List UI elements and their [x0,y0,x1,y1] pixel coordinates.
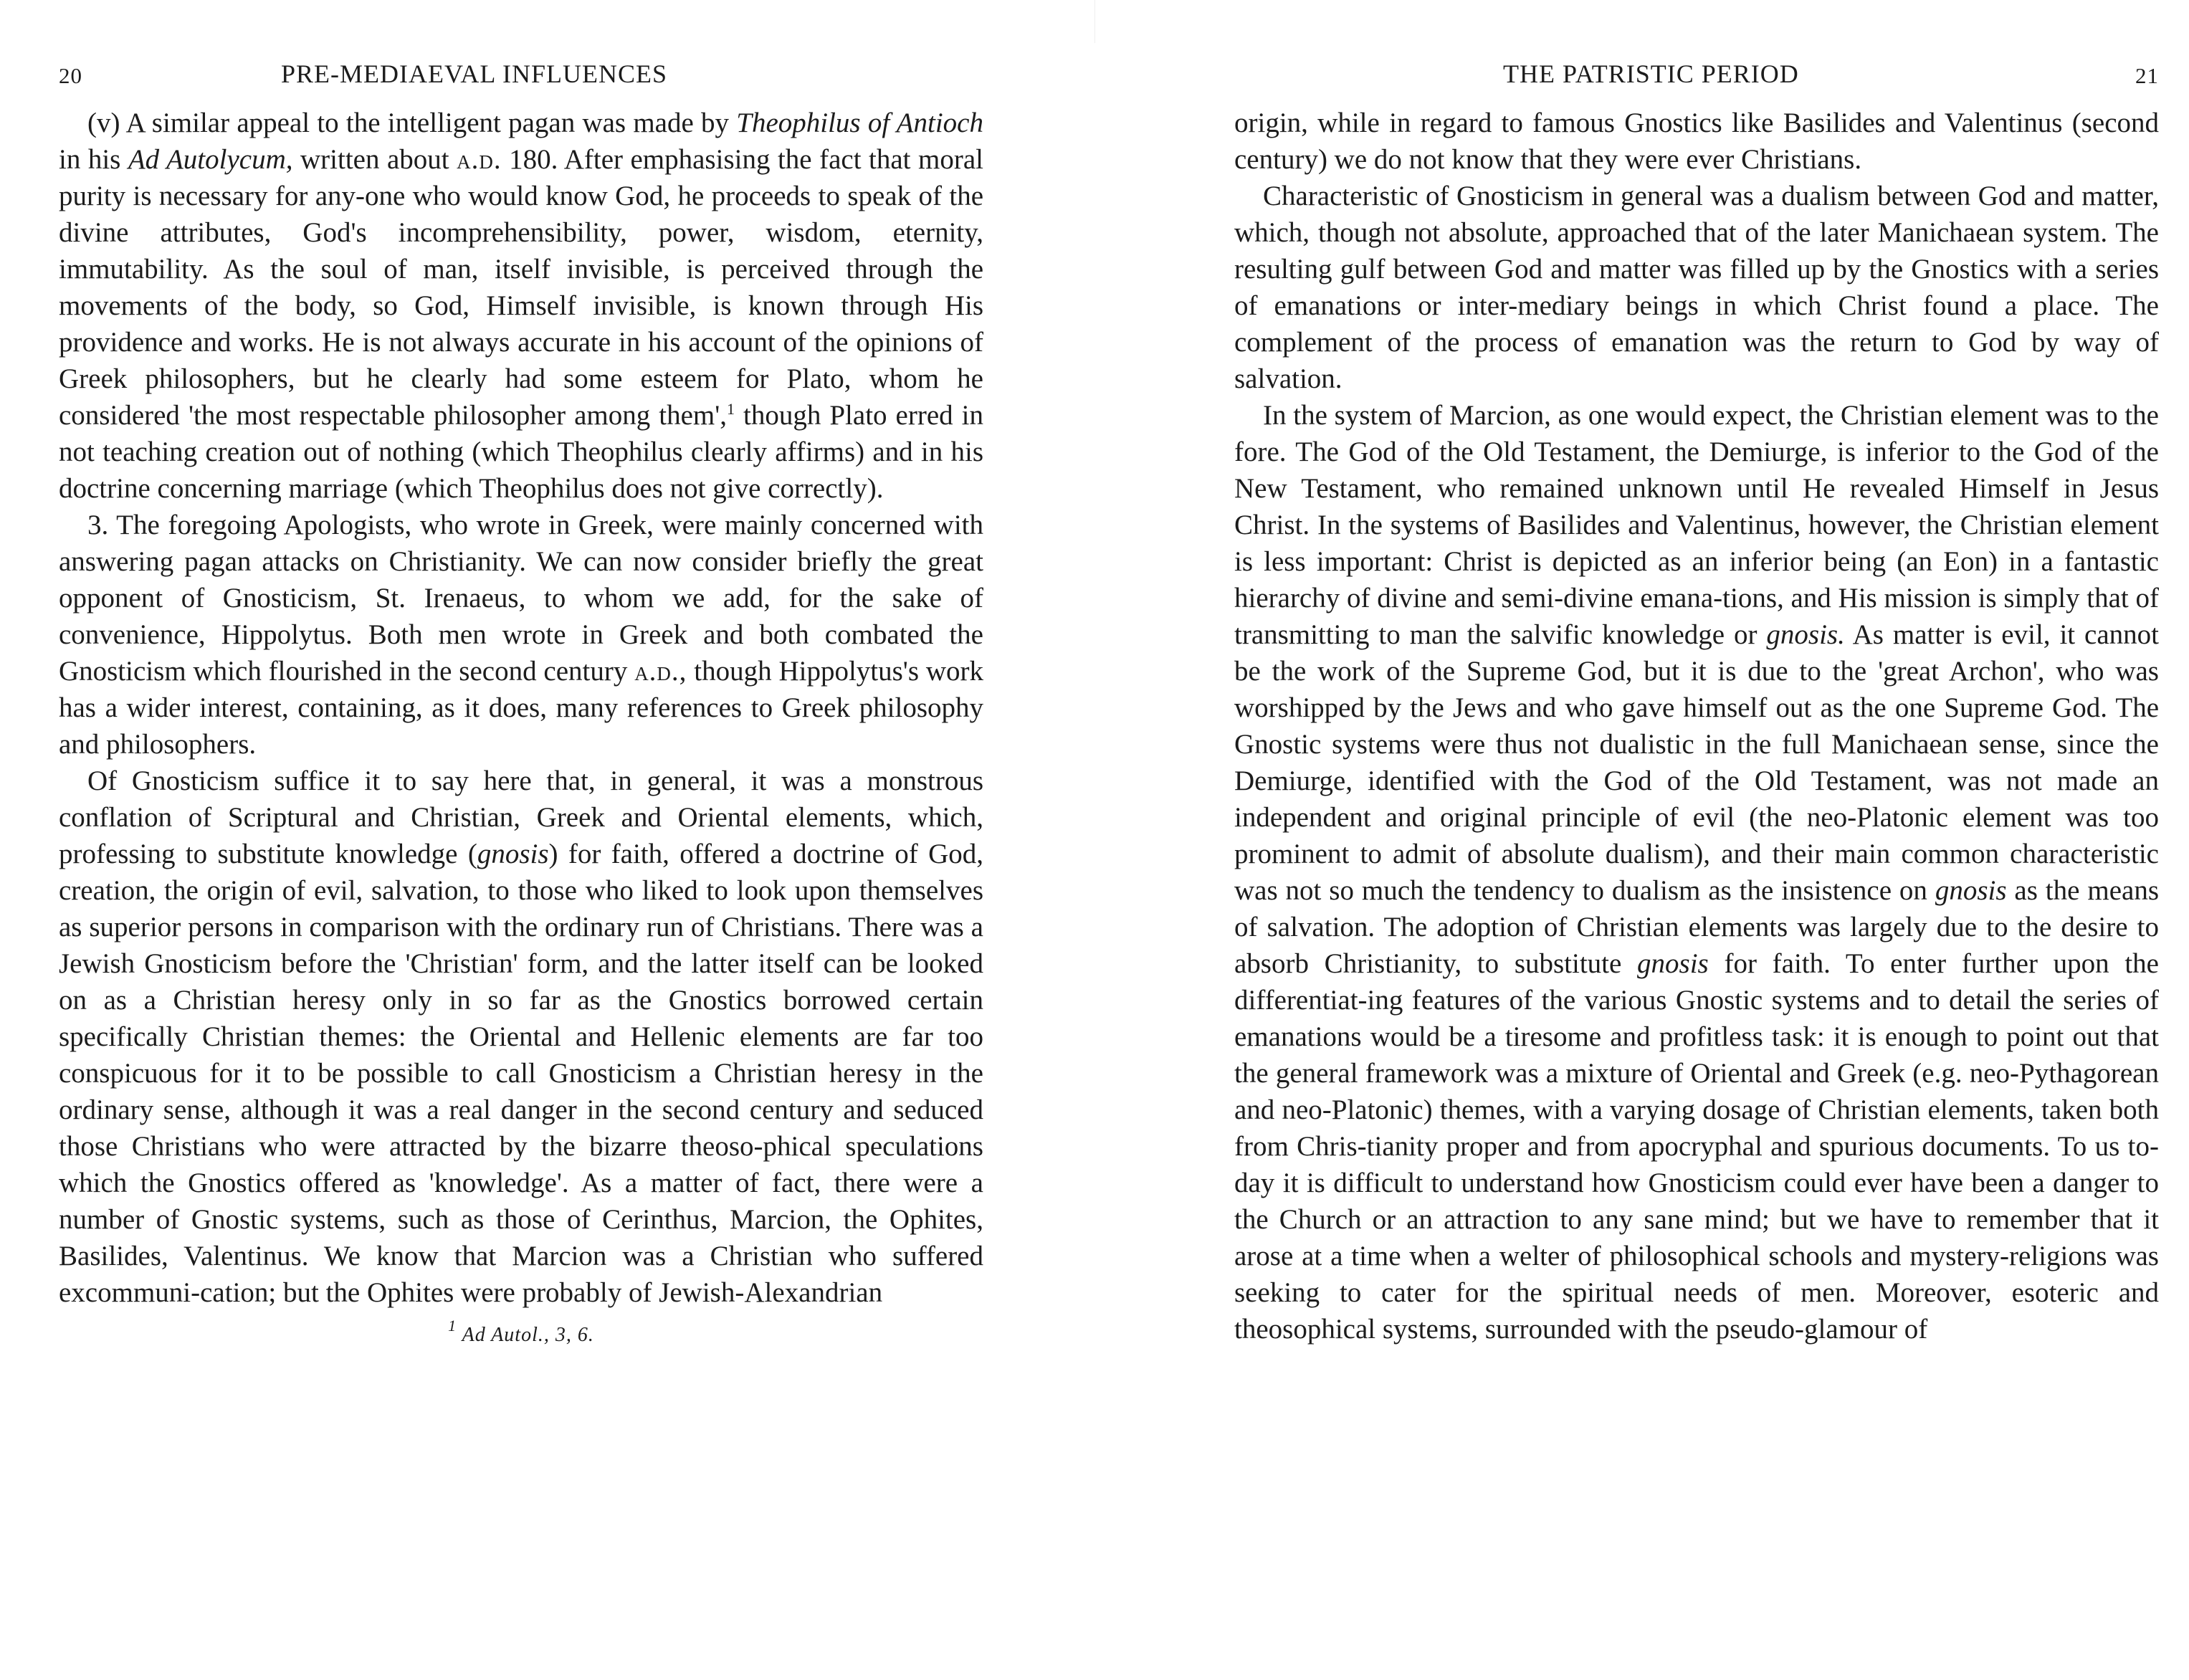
small-caps-run: a.d., [634,656,687,687]
footnote-marker: 1 [448,1317,457,1335]
text-run: though Plato erred in not teaching creation out of nothing (which Theophilus clearly affirms) and in his doctrine concerning marriage (which Theophilus does not give correctly). [59,400,984,504]
right-page-body [1234,105,2159,1347]
footnote [59,1317,983,1347]
text-run: In the system of Marcion, as one would expect, the Christian element was to the fore. The God of the Old Testament, the Demiurge, is inferior to the God of the New Testament, who remained unknown until He revealed Himself in Jesus Christ. In the systems of Basilides and Valentinus, however, the Christian element is less important: Christ is depicted as an inferior being (an Eon) in a fantastic hierarchy of divine and semi-divine emana-tions, and His mission is simply that of transmitting to man the salvific knowledge or [1234,400,2160,650]
text-run: as the means of salvation. The adoption of Christian elements was largely due to the desire to absorb Christianity, to substitute [1234,875,2159,979]
italic-run: gnosis. [1766,619,1845,650]
right-page [1234,50,2159,1347]
italic-run: gnosis [1637,948,1709,979]
text-run: 3. The foregoing Apologists, who wrote in Greek, were mainly concerned with answering pagan attacks on Christianity. We can now consider briefly the great opponent of Gnosticism, St. Irenaeus, to whom we add, for the sake of convenience, Hippolytus. Both men wrote in Greek and both combated the Gnosticism which flourished in the second century [59,510,983,687]
left-page-number: 20 [59,63,82,88]
italic-run: gnosis [477,839,549,869]
left-paragraph-gnosticism [59,763,983,1311]
left-page [59,50,983,1347]
text-run: Characteristic of Gnosticism in general was a dualism between God and matter, which, though not absolute, approached that of the later Manichaean system. The resulting gulf between God and matter was filled up by the Gnostics with a series of emanations or inter-mediary beings in which Christ found a place. The complement of the process of emanation was the return to God by way of salvation. [1234,181,2159,394]
text-run: origin, while in regard to famous Gnostics like Basilides and Valentinus (second century) we do not know that they were ever Christians. [1234,108,2159,175]
text-run: for faith. To enter further upon the differentiat-ing features of the various Gnostic systems and to detail the series of emanations would be a tiresome and profitless task: it is enough to point out that the general framework was a mixture of Oriental and Greek (e.g. neo-Pythagorean and neo-Platonic) themes, with a varying dosage of Christian elements, taken both from Chris-tianity proper and from apocryphal and spurious documents. To us to-day it is difficult to understand how Gnosticism could ever have been a danger to the Church or an attraction to any sane mind; but we have to remember that it arose at a time when a welter of philosophical schools and mystery-religions was seeking to cater for the spiritual needs of men. Moreover, esoteric and theosophical systems, surrounded with the pseudo-glamour of [1234,948,2159,1345]
left-paragraph-apologists [59,507,983,763]
italic-run: Ad Autolycum, [128,144,293,175]
italic-run: gnosis [1935,875,2007,906]
text-run: in his [59,144,128,175]
left-paragraph-theophilus [59,105,983,507]
right-page-number: 21 [2135,63,2159,88]
gutter [1094,0,1095,43]
text-run: though Hippolytus's work has a wider interest, containing, as it does, many references to Greek philosophy and philosophers. [59,656,983,760]
text-run: written about [292,144,457,175]
left-page-header [59,50,983,105]
italic-run: Theophilus of Antioch [736,108,983,138]
right-page-header [1234,50,2159,105]
text-run: As matter is evil, it cannot be the work of the Supreme God, but it is due to the 'great Archon', who was worshipped by the Jews and who gave himself out as the one Supreme God. The Gnostic systems were thus not dualistic in the full Manichaean sense, since the Demiurge, identified with the God of the Old Testament, was not made an independent and original principle of evil (the neo-Platonic element was too prominent to admit of absolute dualism), and their main common characteristic was not so much the tendency to dualism as the insistence on [1234,619,2159,906]
right-running-head: THE PATRISTIC PERIOD [1503,59,1799,88]
text-run: Of Gnosticism suffice it to say here that, in general, it was a monstrous conflation of Scriptural and Christian, Greek and Oriental elements, which, professing to substitute knowledge ( [59,765,983,869]
right-paragraph-dualism [1234,178,2159,397]
right-paragraph-continued [1234,105,2159,178]
text-run: 180. After emphasising the fact that moral purity is necessary for any-one who would know God, he proceeds to speak of the divine attributes, God's incomprehensibility, power, wisdom, eternity, immutability. As the soul of man, itself invisible, is perceived through the movements of the body, so God, Himself invisible, is known through His providence and works. He is not always accurate in his account of the opinions of Greek philosophers, but he clearly had some esteem for Plato, whom he considered 'the most respectable philosopher among them', [59,144,983,431]
left-running-head: PRE-MEDIAEVAL INFLUENCES [281,59,668,88]
text-run: (v) A similar appeal to the intelligent pagan was made by [87,108,737,138]
text-run: ) for faith, offered a doctrine of God, creation, the origin of evil, salvation, to those who liked to look upon themselves as superior persons in comparison with the ordinary run of Christians. There was a Jewish Gnosticism before the 'Christian' form, and the latter itself can be looked on as a Christian heresy only in so far as the Gnostics borrowed certain specifically Christian themes: the Oriental and Hellenic elements are far too conspicuous for it to be possible to call Gnosticism a Christian heresy in the ordinary sense, although it was a real danger in the second century and seduced those Christians who were attracted by the bizarre theoso-phical speculations which the Gnostics offered as 'knowledge'. As a matter of fact, there were a number of Gnostic systems, such as those of Cerinthus, Marcion, the Ophites, Basilides, Valentinus. We know that Marcion was a Christian who suffered excommuni-cation; but the Ophites were probably of Jewish-Alexandrian [59,839,983,1308]
footnote-marker: 1 [727,400,735,418]
right-paragraph-marcion [1234,397,2159,1347]
left-page-body [59,105,983,1311]
footnote-text: Ad Autol., 3, 6. [462,1324,594,1346]
small-caps-run: a.d. [457,144,502,175]
